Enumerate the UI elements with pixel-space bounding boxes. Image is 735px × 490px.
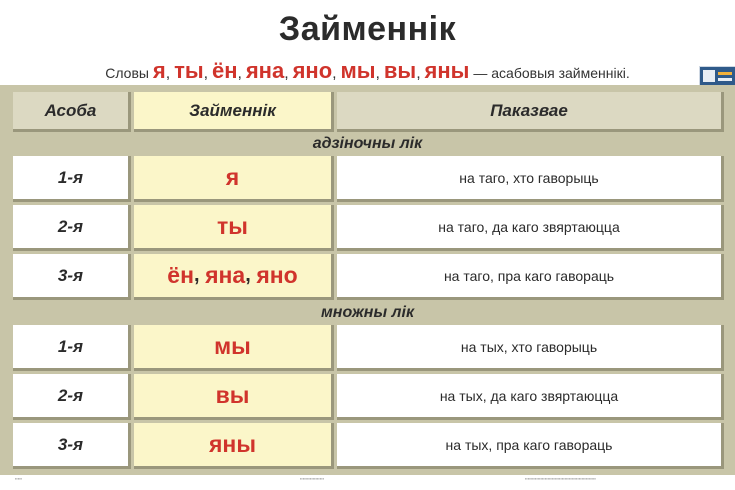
- subtitle-pronoun: мы: [340, 58, 376, 83]
- table-row-pronoun: ён , яна , яно: [134, 254, 334, 300]
- table-row-person: 2-я: [13, 374, 131, 420]
- table-row-person: 1-я: [13, 156, 131, 202]
- subtitle-pronoun: ён: [211, 58, 238, 83]
- table-row-person: 2-я: [13, 205, 131, 251]
- table-row-person: 3-я: [13, 254, 131, 300]
- table-row-shows: на таго, хто гаворыць: [337, 156, 724, 202]
- table-row-pronoun: яны: [134, 423, 334, 469]
- page-title: Займеннік: [278, 10, 457, 48]
- table-row-pronoun: вы: [134, 374, 334, 420]
- subtitle-pronoun: вы: [383, 58, 417, 83]
- table-row-pronoun: ты: [134, 205, 334, 251]
- header-shows: Паказвае: [337, 92, 724, 132]
- subtitle-lead: Словы: [105, 65, 149, 81]
- table-row-person: 3-я: [13, 423, 131, 469]
- table-row-pronoun: я: [134, 156, 334, 202]
- table-row-shows: на тых, пра каго гавораць: [337, 423, 724, 469]
- table-row-shows: на таго, да каго звяртаюцца: [337, 205, 724, 251]
- table-row-shows: на таго, пра каго гавораць: [337, 254, 724, 300]
- table-row-shows: на тых, да каго звяртаюцца: [337, 374, 724, 420]
- subtitle-pronoun: яны: [424, 58, 470, 83]
- publisher-logo-icon: [699, 66, 735, 87]
- section-label-plural: множны лік: [320, 304, 415, 321]
- subtitle-tail: — асабовыя займеннікі.: [473, 65, 630, 81]
- section-label-singular: адзіночны лік: [312, 135, 423, 152]
- print-mark: ▪▪▪▪▪▪▪▪▪▪▪▪▪▪▪▪▪: [300, 476, 325, 481]
- subtitle-pronoun: яно: [292, 58, 333, 83]
- subtitle-pronoun: я: [152, 58, 166, 83]
- print-mark: ▪▪▪▪▪: [15, 476, 23, 481]
- table-row-shows: на тых, хто гаворыць: [337, 325, 724, 371]
- subtitle-pronoun: яна: [245, 58, 285, 83]
- header-pronoun: Займеннік: [134, 92, 334, 132]
- header-person: Асоба: [13, 92, 131, 132]
- table-row-person: 1-я: [13, 325, 131, 371]
- table-row-pronoun: мы: [134, 325, 334, 371]
- subtitle-pronoun: ты: [174, 58, 204, 83]
- subtitle: Словы я, ты, ён, яна, яно, мы, вы, яны — асабовыя займеннікі.: [105, 58, 630, 83]
- print-mark: ▪▪▪▪▪▪▪▪▪▪▪▪▪▪▪▪▪▪▪▪▪▪▪▪▪▪▪▪▪▪▪▪▪▪▪▪▪▪▪▪▪▪▪▪▪▪▪▪▪▪: [525, 476, 596, 481]
